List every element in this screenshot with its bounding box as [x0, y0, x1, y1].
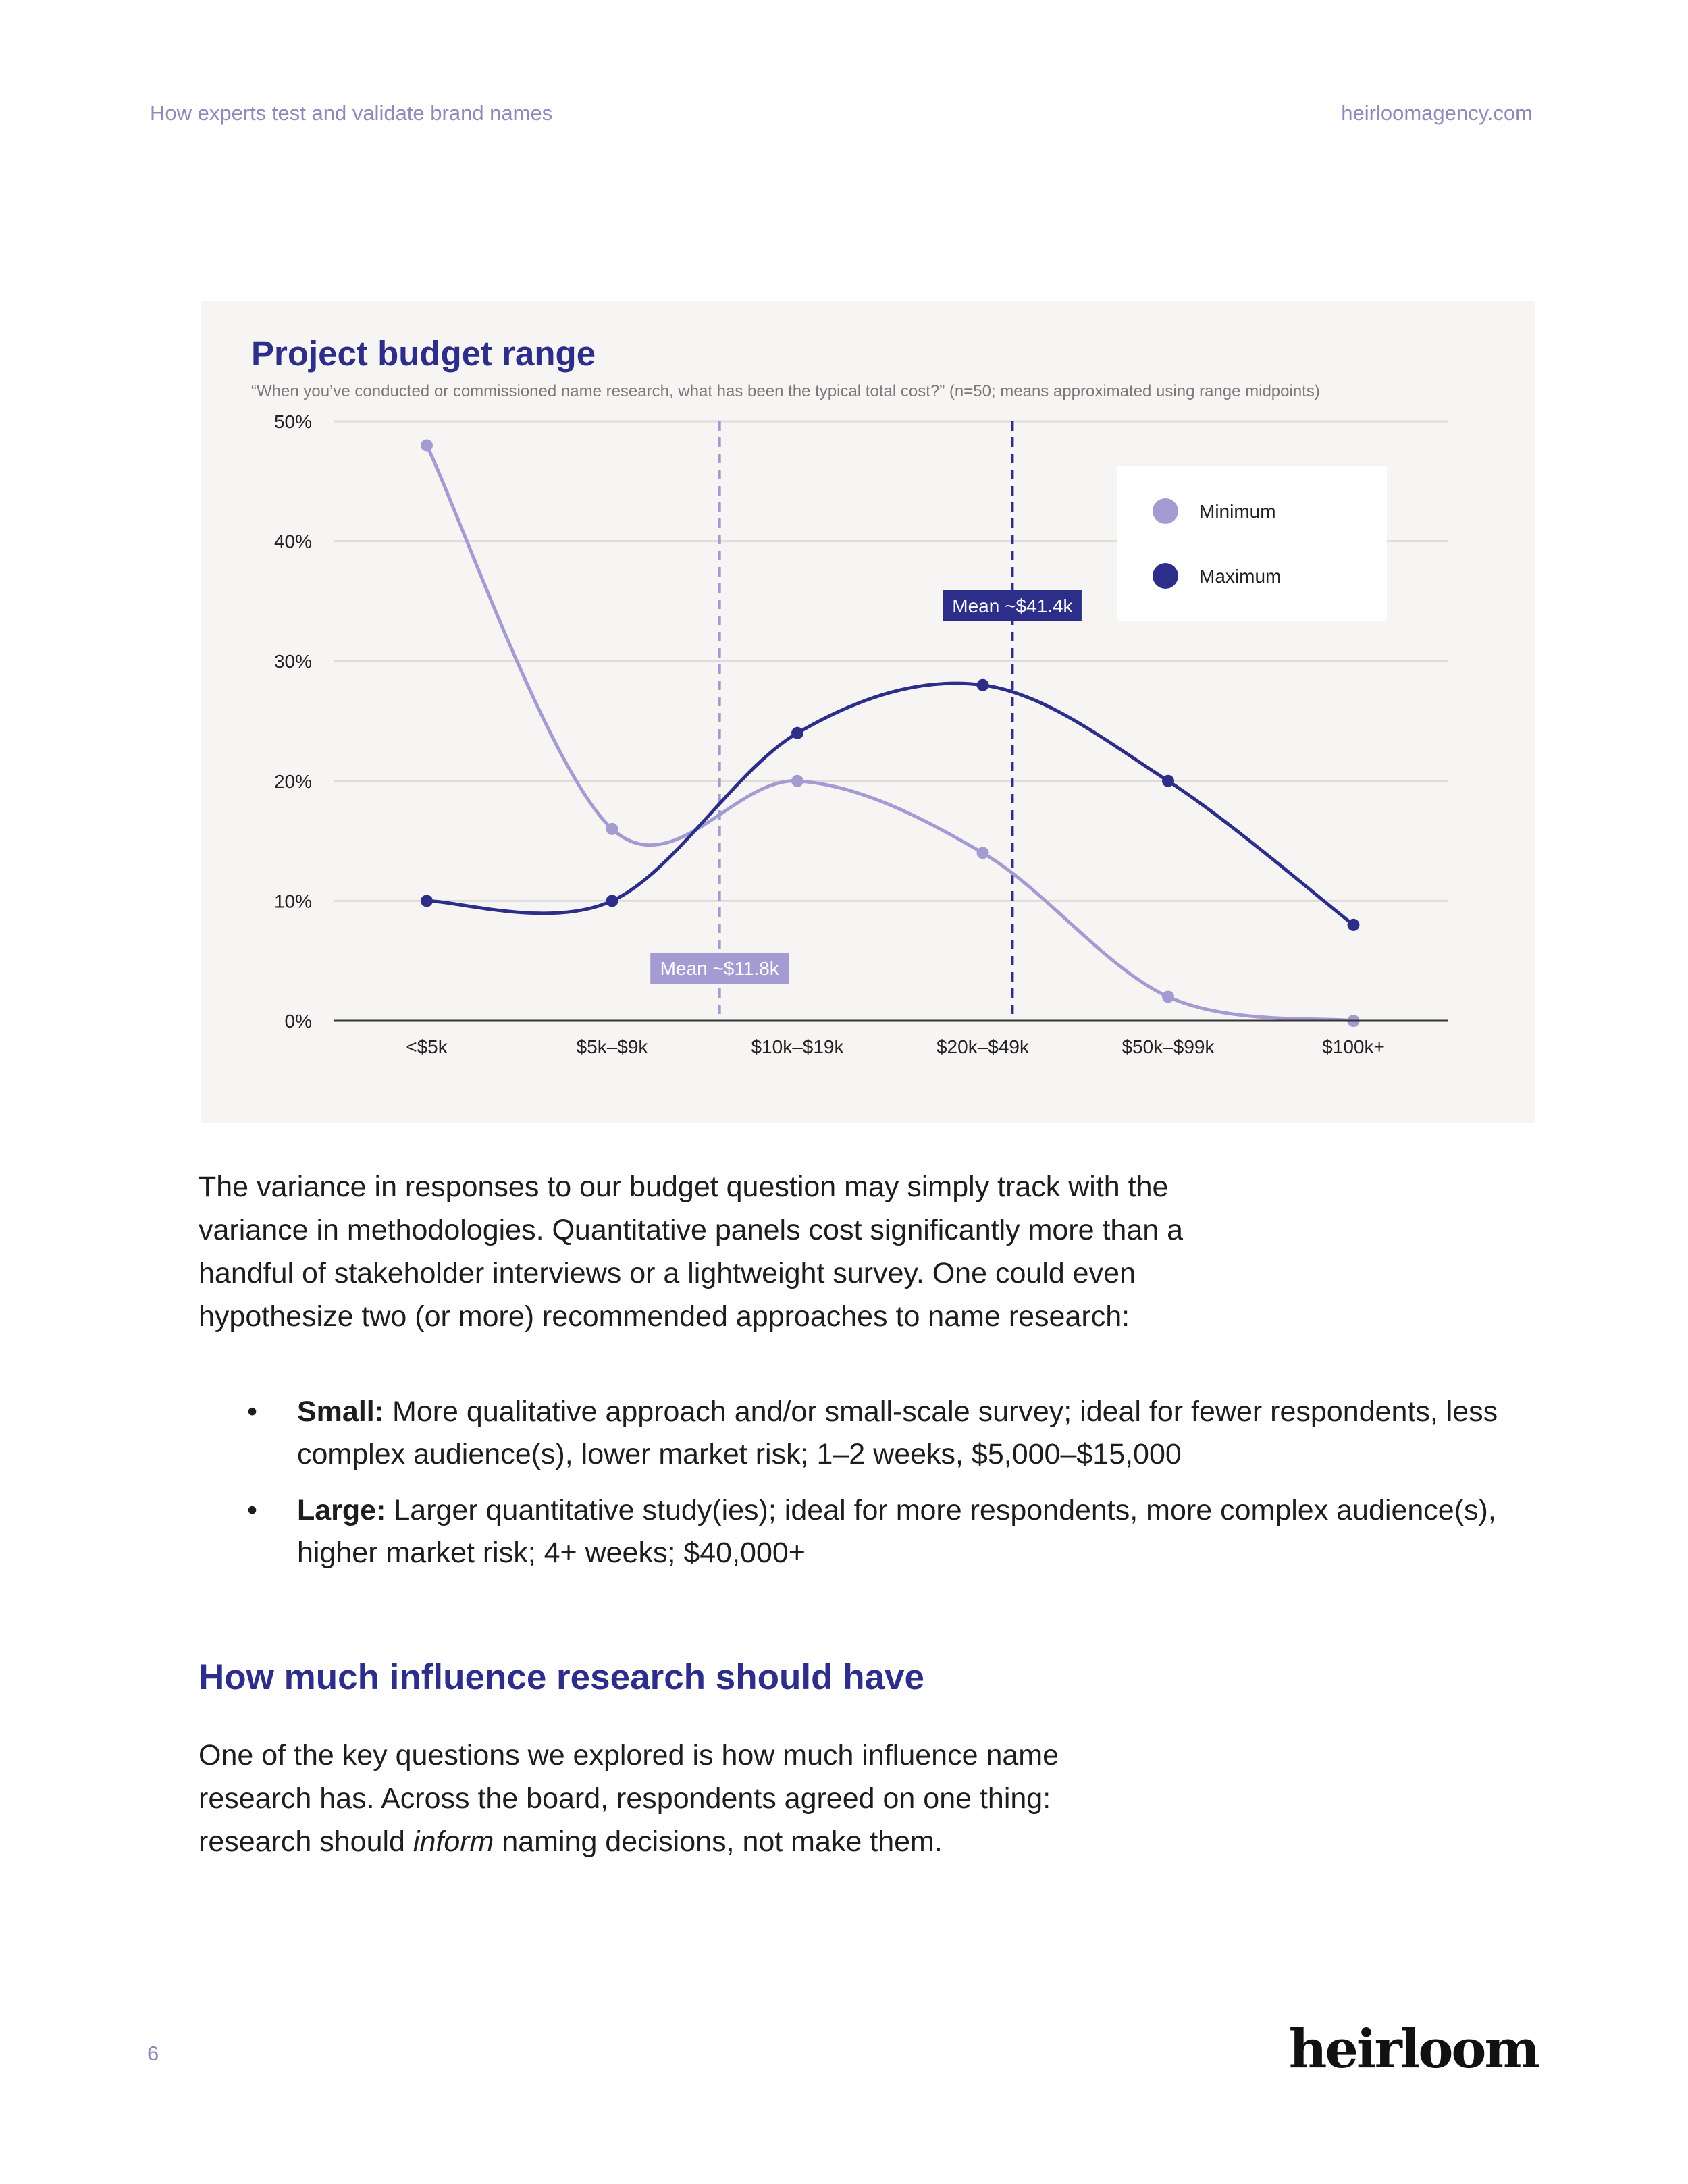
- paragraph-text: One of the key questions we explored is how much influence name research has. Across the board, respondents agreed on one thing: research should: [199, 1739, 1059, 1858]
- data-point-maximum: [977, 679, 989, 691]
- chart-legend: [1117, 466, 1387, 621]
- mean-label: Mean ~$11.8k: [660, 958, 779, 979]
- list-item-large: [199, 1489, 1522, 1574]
- data-point-minimum: [606, 823, 618, 835]
- bullet-icon: •: [247, 1395, 258, 1428]
- y-tick-label: 40%: [273, 531, 312, 552]
- list-item-label: Small:: [297, 1395, 385, 1428]
- data-point-maximum: [1348, 919, 1360, 931]
- list-item-label: Large:: [297, 1494, 386, 1526]
- y-tick-label: 0%: [284, 1011, 312, 1032]
- mean-label: Mean ~$41.4k: [952, 595, 1073, 616]
- x-tick-label: $5k–$9k: [576, 1036, 648, 1057]
- data-point-maximum: [606, 895, 618, 907]
- list-item-text: More qualitative approach and/or small-scale survey; ideal for fewer respondents, less complex audience(s), lower market risk; 1–2 weeks, $5,000–$15,000: [297, 1395, 1498, 1470]
- data-point-minimum: [791, 775, 803, 787]
- x-tick-label: $20k–$49k: [936, 1036, 1030, 1057]
- legend-marker-maximum: [1153, 563, 1178, 589]
- list-item-small: [199, 1391, 1522, 1476]
- y-tick-label: 50%: [273, 411, 312, 432]
- legend-box: [1117, 466, 1387, 621]
- chart-title: Project budget range: [251, 334, 596, 373]
- running-header-url: heirloomagency.com: [1341, 101, 1533, 125]
- y-tick-label: 10%: [273, 890, 312, 912]
- legend-label: Maximum: [1199, 566, 1282, 587]
- data-point-minimum: [421, 440, 433, 452]
- paragraph-text-end: naming decisions, not make them.: [494, 1826, 943, 1858]
- approach-list: [199, 1391, 1522, 1588]
- heirloom-logo: heirloom: [1288, 2019, 1538, 2080]
- legend-label: Minimum: [1199, 501, 1276, 522]
- paragraph-research-influence: [199, 1734, 1144, 1863]
- x-tick-label: $100k+: [1322, 1036, 1385, 1057]
- data-point-maximum: [1162, 775, 1174, 787]
- x-tick-label: $50k–$99k: [1122, 1036, 1215, 1057]
- y-tick-label: 20%: [273, 770, 312, 792]
- data-point-minimum: [1162, 990, 1174, 1003]
- data-point-maximum: [791, 727, 803, 739]
- x-tick-label: <$5k: [406, 1036, 448, 1057]
- page-number: 6: [147, 2042, 159, 2065]
- x-tick-label: $10k–$19k: [751, 1036, 844, 1057]
- y-tick-label: 30%: [273, 651, 312, 672]
- chart-subtitle: “When you’ve conducted or commissioned name research, what has been the typical total cost?” (n=50; means approximated using range midpoints): [251, 382, 1320, 400]
- emphasis-text: inform: [413, 1826, 494, 1858]
- data-point-maximum: [421, 895, 433, 907]
- list-item-text: Larger quantitative study(ies); ideal for more respondents, more complex audience(s), higher market risk; 4+ weeks; $40,000+: [297, 1494, 1496, 1569]
- data-point-minimum: [977, 847, 989, 859]
- chart-mean-lines: [650, 421, 1082, 1021]
- running-header-title: How experts test and validate brand names: [150, 101, 553, 125]
- paragraph-budget-variance: The variance in responses to our budget question may simply track with the variance in methodologies. Quantitative panels cost significantly more than a handful of stakeholder interviews or a lightweight survey. One could even hypothesize two (or more) recommended approaches to name research:: [199, 1171, 1184, 1333]
- legend-marker-minimum: [1153, 498, 1178, 524]
- section-heading: How much influence research should have: [199, 1657, 925, 1697]
- bullet-icon: •: [247, 1494, 258, 1526]
